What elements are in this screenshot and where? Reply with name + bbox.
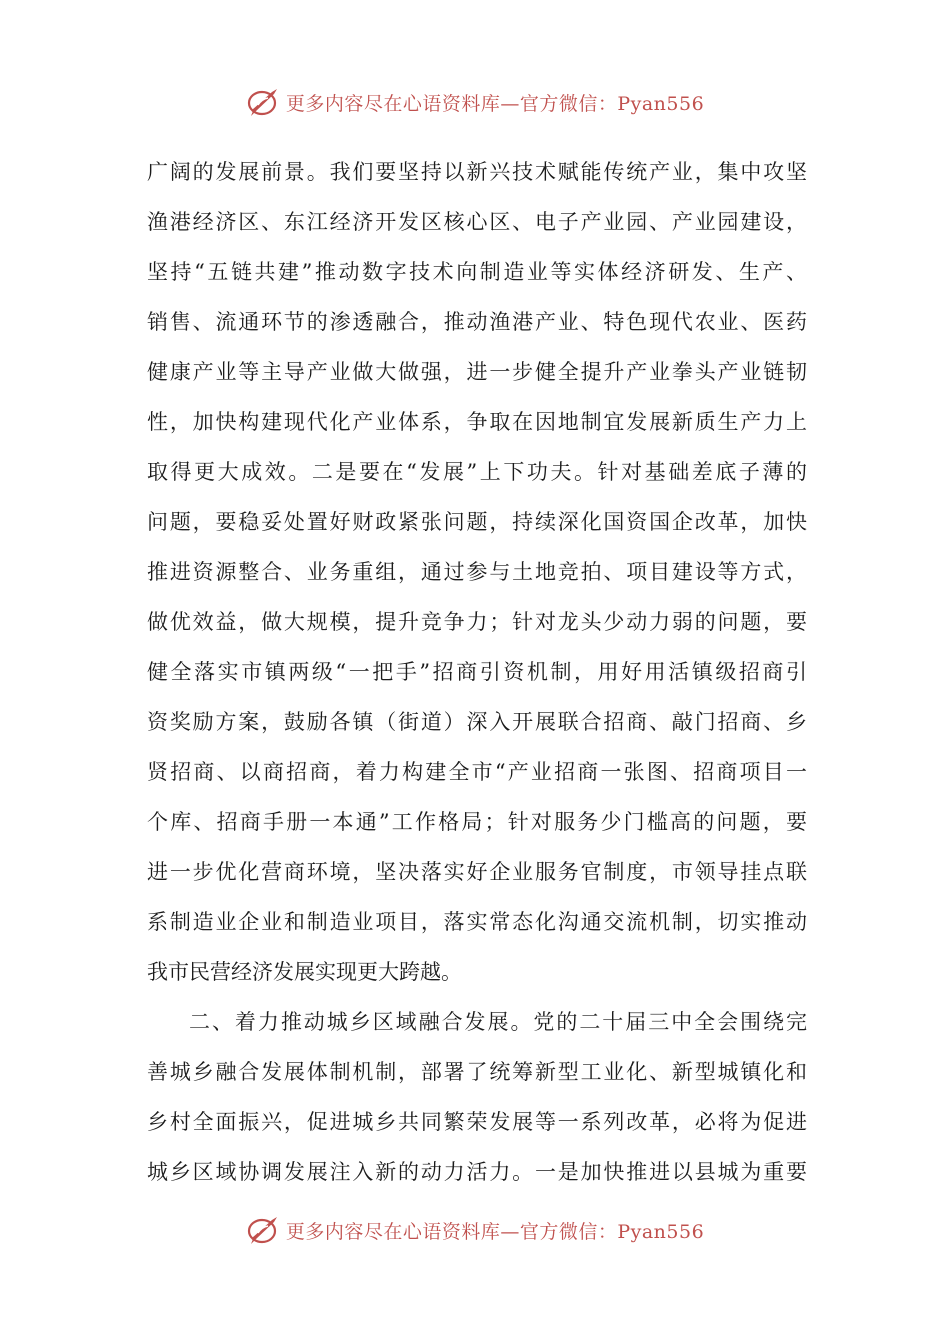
- text-line: 健康产业等主导产业做大做强，进一步健全提升产业拳头产业链韧: [147, 360, 807, 384]
- text-line: 取得更大成效。二是要在“发展”上下功夫。针对基础差底子薄的: [147, 460, 807, 484]
- pen-logo-icon: [246, 1212, 282, 1248]
- header-watermark: [0, 82, 950, 122]
- text-line: 问题，要稳妥处置好财政紧张问题，持续深化国资国企改革，加快: [147, 510, 807, 534]
- document-body: [147, 147, 807, 1197]
- text-line: 资奖励方案，鼓励各镇（街道）深入开展联合招商、敲门招商、乡: [147, 710, 807, 734]
- text-line: 城乡区域协调发展注入新的动力活力。一是加快推进以县城为重要: [147, 1160, 807, 1184]
- text-line: 广阔的发展前景。我们要坚持以新兴技术赋能传统产业，集中攻坚: [147, 160, 807, 184]
- text-line: 善城乡融合发展体制机制，部署了统筹新型工业化、新型城镇化和: [147, 1060, 807, 1084]
- text-line: 做优效益，做大规模，提升竞争力；针对龙头少动力弱的问题，要: [147, 610, 807, 634]
- text-line: 进一步优化营商环境，坚决落实好企业服务官制度，市领导挂点联: [147, 860, 807, 884]
- text-line: 销售、流通环节的渗透融合，推动渔港产业、特色现代农业、医药: [147, 310, 807, 334]
- text-line: 推进资源整合、业务重组，通过参与土地竞拍、项目建设等方式，: [147, 560, 807, 584]
- pen-logo-icon: [246, 84, 282, 120]
- text-line: 乡村全面振兴，促进城乡共同繁荣发展等一系列改革，必将为促进: [147, 1110, 807, 1134]
- text-line: 系制造业企业和制造业项目，落实常态化沟通交流机制，切实推动: [147, 910, 807, 934]
- watermark-text: 更多内容尽在心语资料库—官方微信：Pyan556: [285, 92, 705, 115]
- text-line: 性，加快构建现代化产业体系，争取在因地制宜发展新质生产力上: [147, 410, 807, 434]
- text-line: 健全落实市镇两级“一把手”招商引资机制，用好用活镇级招商引: [147, 660, 807, 684]
- text-line: 个库、招商手册一本通”工作格局；针对服务少门槛高的问题，要: [147, 810, 807, 834]
- text-line: 坚持“五链共建”推动数字技术向制造业等实体经济研发、生产、: [147, 260, 807, 284]
- footer-watermark: [0, 1210, 950, 1250]
- paragraph-end-line: 我市民营经济发展实现更大跨越。: [147, 960, 462, 984]
- text-line: 渔港经济区、东江经济开发区核心区、电子产业园、产业园建设，: [147, 210, 807, 234]
- section-heading-line: 二、着力推动城乡区域融合发展。党的二十届三中全会围绕完: [189, 1010, 807, 1034]
- watermark-text: 更多内容尽在心语资料库—官方微信：Pyan556: [285, 1220, 705, 1243]
- text-line: 贤招商、以商招商，着力构建全市“产业招商一张图、招商项目一: [147, 760, 807, 784]
